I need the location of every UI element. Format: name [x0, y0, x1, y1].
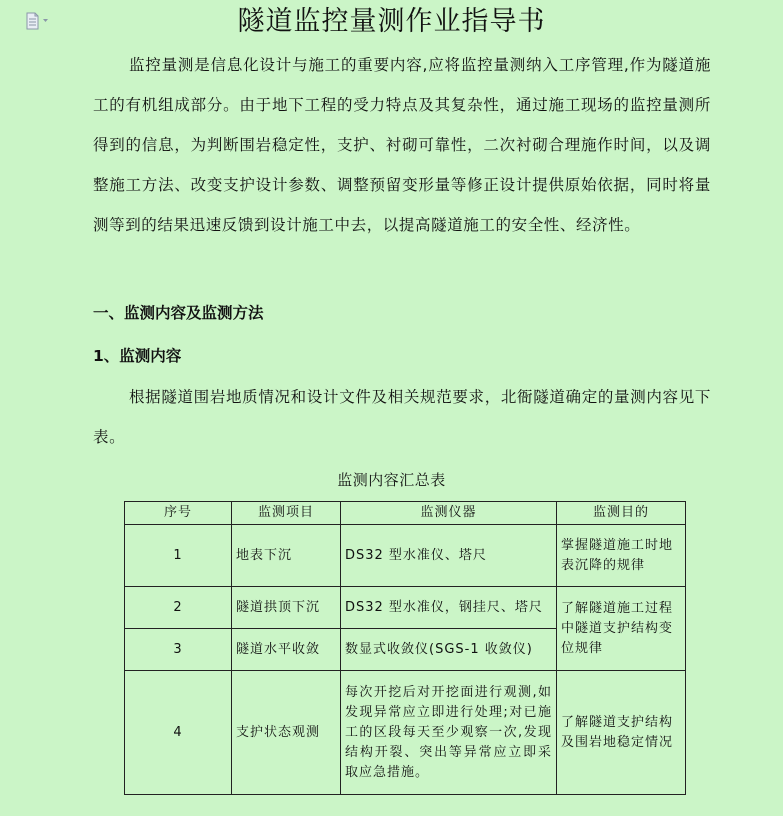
header-device: 监测仪器 [341, 502, 557, 525]
row-item: 支护状态观测 [232, 671, 341, 795]
row-device: DS32 型水准仪、塔尺 [341, 525, 557, 587]
row-no: 2 [125, 587, 232, 629]
row-purpose: 了解隧道支护结构及围岩地稳定情况 [557, 671, 686, 795]
row-device: 每次开挖后对开挖面进行观测,如发现异常应立即进行处理;对已施工的区段每天至少观察一次,发现结构开裂、突出等异常应立即采取应急措施。 [341, 671, 557, 795]
section-heading-monitoring: 一、监测内容及监测方法 [93, 304, 264, 322]
table-row [125, 525, 686, 587]
table-header-row [125, 502, 686, 525]
intro-paragraph: 监控量测是信息化设计与施工的重要内容,应将监控量测纳入工序管理,作为隧道施工的有机组成部分。由于地下工程的受力特点及其复杂性，通过施工现场的监控量测所得到的信息，为判断围岩稳定性，支护、衬砌可靠性，二次衬砌合理施作时间，以及调整施工方法、改变支护设计参数、调整预留变形量等修正设计提供原始依据，同时将量测等到的结果迅速反馈到设计施工中去，以提高隧道施工的安全性、经济性。 [93, 56, 711, 234]
document-title: 隧道监控量测作业指导书 [237, 6, 546, 37]
header-no: 序号 [125, 502, 232, 525]
row-no: 3 [125, 629, 232, 671]
row-item: 隧道拱顶下沉 [232, 587, 341, 629]
header-purpose: 监测目的 [557, 502, 686, 525]
row-purpose: 掌握隧道施工时地表沉降的规律 [557, 525, 686, 587]
subsection-paragraph: 根据隧道围岩地质情况和设计文件及相关规范要求，北衙隧道确定的量测内容见下表。 [93, 388, 711, 446]
row-no: 4 [125, 671, 232, 795]
row-device: DS32 型水准仪，钢挂尺、塔尺 [341, 587, 557, 629]
monitoring-table [124, 501, 686, 795]
table-row [125, 671, 686, 795]
row-no: 1 [125, 525, 232, 587]
table-caption: 监测内容汇总表 [337, 471, 446, 489]
table-row [125, 587, 686, 629]
header-item: 监测项目 [232, 502, 341, 525]
row-purpose: 了解隧道施工过程中隧道支护结构变位规律 [557, 587, 686, 671]
row-device: 数显式收敛仪(SGS-1 收敛仪) [341, 629, 557, 671]
row-item: 地表下沉 [232, 525, 341, 587]
subsection-heading-content: 1、监测内容 [93, 347, 182, 365]
row-item: 隧道水平收敛 [232, 629, 341, 671]
